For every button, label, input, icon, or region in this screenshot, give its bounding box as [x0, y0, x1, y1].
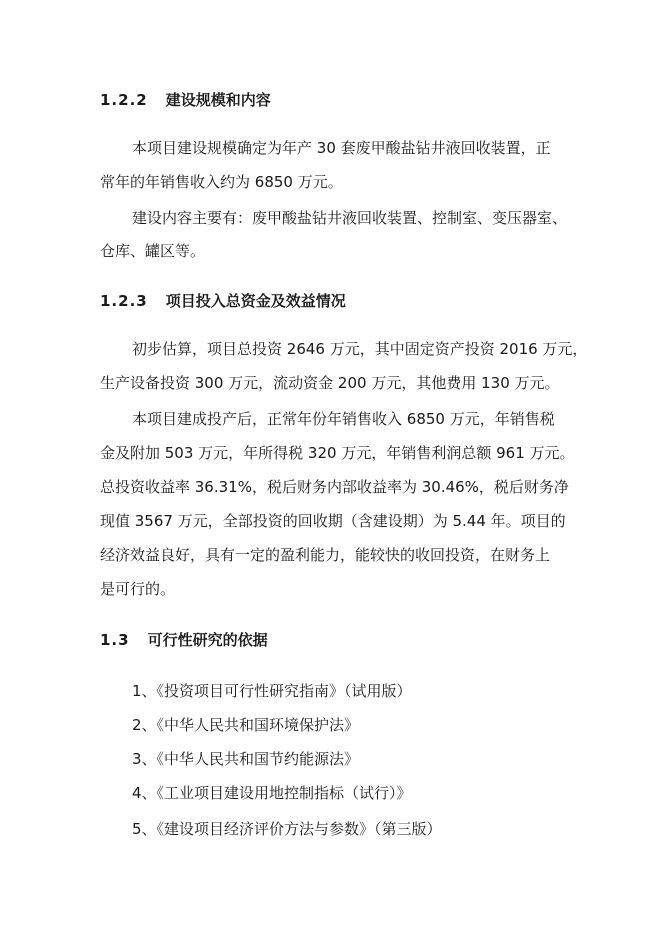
section-title: 项目投入总资金及效益情况 — [165, 292, 346, 310]
section-title: 建设规模和内容 — [165, 91, 271, 109]
paragraph-line: 建设内容主要有：废甲酸盐钻井液回收装置、控制室、变压器室、 — [132, 209, 568, 227]
section-number: 1.3 — [100, 631, 130, 649]
paragraph-line: 仓库、罐区等。 — [100, 242, 206, 260]
section-heading-1-2-3 — [100, 290, 346, 311]
paragraph-line: 是可行的。 — [100, 580, 176, 598]
paragraph-line: 初步估算，项目总投资 2646 万元，其中固定资产投资 2016 万元， — [132, 340, 588, 358]
list-item: 4、《工业项目建设用地控制指标（试行）》 — [132, 784, 412, 802]
section-title: 可行性研究的依据 — [147, 631, 268, 649]
paragraph-line: 现值 3567 万元，全部投资的回收期（含建设期）为 5.44 年。项目的 — [100, 512, 566, 530]
section-heading-1-3 — [100, 629, 268, 650]
paragraph-line: 本项目建成投产后，正常年份年销售收入 6850 万元，年销售税 — [132, 410, 555, 428]
paragraph-line: 经济效益良好，具有一定的盈利能力，能较快的收回投资，在财务上 — [100, 546, 551, 564]
section-number: 1.2.2 — [100, 91, 148, 109]
paragraph-line: 本项目建设规模确定为年产 30 套废甲酸盐钻井液回收装置，正 — [132, 139, 551, 157]
section-number: 1.2.3 — [100, 292, 148, 310]
paragraph-line: 总投资收益率 36.31%，税后财务内部收益率为 30.46%，税后财务净 — [100, 478, 569, 496]
list-item: 2、《中华人民共和国环境保护法》 — [132, 716, 360, 734]
list-item: 3、《中华人民共和国节约能源法》 — [132, 750, 360, 768]
list-item: 1、《投资项目可行性研究指南》（试用版） — [132, 682, 412, 700]
paragraph-line: 常年的年销售收入约为 6850 万元。 — [100, 173, 343, 191]
list-item: 5、《建设项目经济评价方法与参数》（第三版） — [132, 820, 442, 838]
paragraph-line: 生产设备投资 300 万元，流动资金 200 万元，其他费用 130 万元。 — [100, 374, 560, 392]
paragraph-line: 金及附加 503 万元，年所得税 320 万元，年销售利润总额 961 万元。 — [100, 444, 575, 462]
section-heading-1-2-2 — [100, 89, 271, 110]
